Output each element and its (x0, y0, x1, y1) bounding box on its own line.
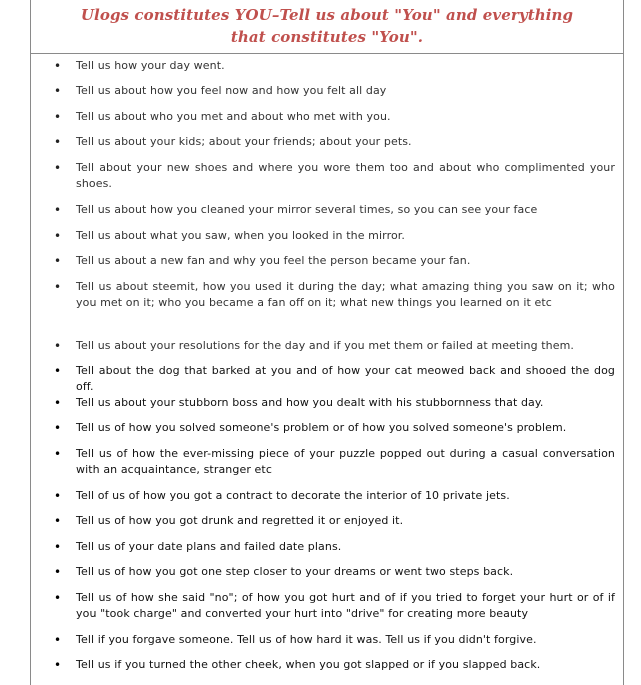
list-item-text: Tell us of how she said "no"; of how you got hurt and of if you tried to forget your hurt or of if you "took charge" and converted your hurt into "drive" for creating more beauty (76, 591, 615, 620)
list-item-text: Tell us about how you cleaned your mirror several times, so you can see your face (76, 203, 538, 216)
list-item-text: Tell us about what you saw, when you looked in the mirror. (76, 229, 405, 242)
title-header (31, 0, 623, 54)
bullet-icon: • (54, 565, 62, 579)
bullet-icon: • (54, 203, 62, 217)
bullet-icon: • (54, 540, 62, 554)
list-item-text: Tell us of how you got one step closer to your dreams or went two steps back. (76, 565, 514, 578)
list-item-text: Tell us about steemit, how you used it during the day; what amazing thing you saw on it; who you met on it; who you became a fan off on it; what new things you learned on it etc (76, 280, 615, 309)
list-item-text: Tell us if you turned the other cheek, when you got slapped or if you slapped back. (76, 658, 541, 671)
bullet-icon: • (54, 633, 62, 647)
document-frame (30, 0, 624, 685)
bullet-icon: • (54, 421, 62, 435)
list-item-text: Tell us about how you feel now and how you felt all day (76, 84, 387, 97)
bullet-icon: • (54, 254, 62, 268)
list-item-text: Tell of us of how you got a contract to decorate the interior of 10 private jets. (76, 489, 510, 502)
bullet-icon: • (54, 447, 62, 461)
bullet-icon: • (54, 161, 62, 175)
list-item-text: Tell about the dog that barked at you and of how your cat meowed back and shooed the dog off. (76, 364, 615, 393)
bullet-icon: • (54, 339, 62, 353)
list-item-text: Tell us about your resolutions for the day and if you met them or failed at meeting them. (76, 339, 575, 352)
list-item-text: Tell us about who you met and about who met with you. (76, 110, 391, 123)
list-item-text: Tell us of how you solved someone's problem or of how you solved someone's problem. (76, 421, 567, 434)
bullet-icon: • (54, 280, 62, 294)
title-line-2: that constitutes "You". (230, 28, 424, 46)
bullet-icon: • (54, 591, 62, 605)
bullet-icon: • (54, 364, 62, 378)
bullet-icon: • (54, 396, 62, 410)
bullet-icon: • (54, 489, 62, 503)
list-item-text: Tell us about your kids; about your friends; about your pets. (76, 135, 412, 148)
list-item-text: Tell us about a new fan and why you feel the person became your fan. (76, 254, 471, 267)
list-item-text: Tell us about your stubborn boss and how you dealt with his stubbornness that day. (76, 396, 544, 409)
list-item-text: Tell us of your date plans and failed date plans. (76, 540, 342, 553)
bullet-icon: • (54, 84, 62, 98)
bullet-icon: • (54, 658, 62, 672)
list-item-text: Tell us how your day went. (76, 59, 225, 72)
bullet-icon: • (54, 110, 62, 124)
list-item-text: Tell us of how the ever-missing piece of your puzzle popped out during a casual conversation with an acquaintance, stranger etc (76, 447, 615, 476)
bullet-icon: • (54, 229, 62, 243)
bullet-icon: • (54, 514, 62, 528)
list-item-text: Tell if you forgave someone. Tell us of how hard it was. Tell us if you didn't forgive. (76, 633, 537, 646)
bullet-icon: • (54, 135, 62, 149)
bullet-icon: • (54, 59, 62, 73)
list-item-text: Tell us of how you got drunk and regretted it or enjoyed it. (76, 514, 404, 527)
list-item-text: Tell about your new shoes and where you wore them too and about who complimented your shoes. (76, 161, 615, 190)
title-line-1: Ulogs constitutes YOU–Tell us about "You" and everything (80, 6, 574, 24)
